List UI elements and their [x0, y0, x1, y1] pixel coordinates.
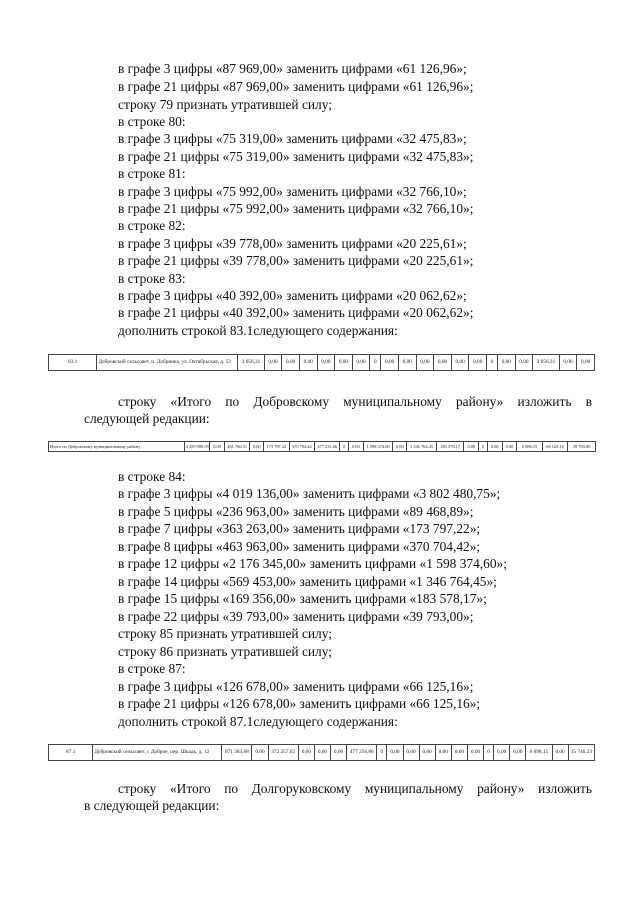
table-cell: 461 766,51	[224, 442, 249, 452]
text-line: в графе 3 цифры «75 992,00» заменить цифрами «32 766,10»;	[118, 184, 467, 199]
text-line: в графе 21 цифры «39 778,00» заменить цифрами «20 225,61»;	[118, 253, 474, 268]
text-line: строку 79 признать утратившей силу;	[118, 97, 332, 112]
text-line: в графе 3 цифры «75 319,00» заменить цифрами «32 475,83»;	[118, 131, 467, 146]
table-cell: 0,00	[435, 745, 451, 761]
text-line: в графе 7 цифры «363 263,00» заменить цифрами «173 797,22»;	[118, 521, 481, 536]
table-cell-address: Добровский сельсовет, п. Добринка, ул. Октябрьская, д. 53	[97, 355, 238, 371]
text-line: в строке 84:	[118, 469, 186, 484]
table-cell: 183 578,17	[436, 442, 464, 452]
text-line: в графе 12 цифры «2 176 345,00» заменить цифрами «1 598 374,60»;	[118, 556, 507, 571]
table-cell: 0,00	[577, 355, 595, 371]
word: муниципальному	[343, 394, 442, 409]
table-cell: 0,00	[552, 745, 568, 761]
text-line: в графе 21 цифры «40 392,00» заменить цифрами «20 062,62»;	[118, 305, 474, 320]
word: «Итого	[170, 394, 212, 409]
table-cell: 0,00	[381, 355, 399, 371]
table-cell: 871 383,68	[222, 745, 252, 761]
table-cell-address: Добровский сельсовет, с Доброе, пер. Шкадь, д. 12	[93, 745, 222, 761]
table-cell: 0,00	[299, 355, 317, 371]
table-cell: 0	[377, 745, 387, 761]
table-cell: 173 797,22	[264, 442, 289, 452]
text-line: в графе 21 цифры «75 992,00» заменить цифрами «32 766,10»;	[118, 201, 474, 216]
text-line: в следующей редакции:	[84, 798, 220, 813]
table-cell: 6 098,15	[526, 745, 552, 761]
table-cell: 0,00	[298, 745, 314, 761]
table-cell: 87.1	[49, 745, 93, 761]
word: строку	[118, 781, 157, 796]
table-cell: 0,00	[348, 442, 363, 452]
table-cell: 0,00	[250, 442, 264, 452]
table-cell: 0,00	[282, 355, 300, 371]
table-cell: 0,00	[210, 442, 225, 452]
table-cell: 0,00	[487, 442, 502, 452]
table-cell: 0	[370, 355, 381, 371]
table-cell: 15 746,23	[568, 745, 594, 761]
paragraph-dobrovsky-total	[84, 393, 592, 427]
word: по	[224, 781, 239, 796]
table-cell: 0,00	[467, 745, 483, 761]
word: району»	[477, 781, 525, 796]
table-cell: 3 056,31	[238, 355, 264, 371]
word: изложить	[517, 394, 572, 409]
text-line: в графе 5 цифры «236 963,00» заменить цифрами «89 468,89»;	[118, 504, 474, 519]
table-cell: 0,00	[352, 355, 370, 371]
table-cell: 0,00	[434, 355, 452, 371]
text-line: в графе 3 цифры «87 969,00» заменить цифрами «61 126,96»;	[118, 61, 467, 76]
table-cell: 0,00	[502, 442, 517, 452]
table-cell: 0,00	[464, 442, 479, 452]
text-line: в графе 8 цифры «463 963,00» заменить цифрами «370 704,42»;	[118, 539, 481, 554]
table-cell: 0	[487, 355, 498, 371]
table-cell: 0,00	[510, 745, 526, 761]
text-line: в графе 22 цифры «39 793,00» заменить цифрами «39 793,00»;	[118, 609, 474, 624]
word: в	[585, 394, 592, 409]
text-line: в графе 21 цифры «126 678,00» заменить цифрами «66 125,16»;	[118, 696, 481, 711]
text-line: дополнить строкой 87.1следующего содержания:	[118, 714, 398, 729]
table-cell: 0,00	[451, 745, 467, 761]
table-cell: 477 256,86	[347, 745, 377, 761]
justified-line	[84, 780, 592, 797]
table-cell: 0,00	[264, 355, 282, 371]
table-cell: 0,00	[252, 745, 268, 761]
table-cell: 0	[340, 442, 348, 452]
table-row-dobrovsky-total	[48, 441, 596, 452]
word: Добровскому	[253, 394, 330, 409]
word: району»	[455, 394, 504, 409]
table-cell: 0	[484, 745, 494, 761]
table-cell-name: Итого по Добровскому муниципальному району	[49, 442, 185, 452]
table-cell: 39 793,00	[568, 442, 596, 452]
word: муниципальному	[364, 781, 464, 796]
text-line: в строке 81:	[118, 166, 186, 181]
text-line: в графе 21 цифры «87 969,00» заменить цифрами «61 126,96»;	[118, 79, 474, 94]
table-row-83-1	[48, 354, 595, 371]
text-line: дополнить строкой 83.1следующего содержания:	[118, 323, 398, 338]
table-cell: 0,00	[559, 355, 577, 371]
text-line: в графе 3 цифры «126 678,00» заменить цифрами «66 125,16»;	[118, 679, 474, 694]
table-cell: 83.1	[49, 355, 97, 371]
text-line: в строке 83:	[118, 271, 186, 286]
table-cell: 1 598 374,60	[363, 442, 393, 452]
text-line: в графе 3 цифры «40 392,00» заменить цифрами «20 062,62»;	[118, 288, 467, 303]
table-cell: 0,00	[387, 745, 403, 761]
table-cell: 0,00	[403, 745, 419, 761]
text-line: в графе 14 цифры «569 453,00» заменить цифрами «1 346 764,45»;	[118, 574, 497, 589]
table-cell: 0,00	[498, 355, 516, 371]
table-cell: 66 125,16	[542, 442, 567, 452]
text-line: в строке 87:	[118, 661, 186, 676]
table-cell: 0,00	[398, 355, 416, 371]
table-cell: 0,00	[419, 745, 435, 761]
text-line: строку 85 признать утратившей силу;	[118, 626, 332, 641]
text-line: в графе 3 цифры «39 778,00» заменить цифрами «20 225,61»;	[118, 236, 467, 251]
word: «Итого	[169, 781, 211, 796]
table-cell: 372 257,62	[268, 745, 298, 761]
text-line: в графе 3 цифры «4 019 136,00» заменить цифрами «3 802 480,75»;	[118, 486, 501, 501]
table-cell: 0,00	[515, 355, 533, 371]
text-line: следующей редакции:	[84, 411, 210, 426]
word: строку	[118, 394, 157, 409]
text-line: строку 86 признать утратившей силу;	[118, 644, 332, 659]
word: по	[225, 394, 240, 409]
table-cell: 1 346 764,45	[407, 442, 437, 452]
table-cell: 0,00	[416, 355, 434, 371]
table-cell: 0,00	[494, 745, 510, 761]
table-cell: 0,00	[451, 355, 469, 371]
table-cell: 0,00	[314, 745, 330, 761]
paragraph-dolgorukovsky-total	[84, 780, 592, 814]
text-line: в графе 21 цифры «75 319,00» заменить цифрами «32 475,83»;	[118, 149, 474, 164]
table-cell: 0,00	[335, 355, 353, 371]
text-line: в строке 80:	[118, 114, 186, 129]
table-cell: 6 086,15	[517, 442, 542, 452]
word: изложить	[538, 781, 592, 796]
table-cell: 4 259 989,59	[184, 442, 209, 452]
text-line: в строке 82:	[118, 218, 186, 233]
table-cell: 0,00	[393, 442, 407, 452]
table-cell: 0	[479, 442, 487, 452]
table-cell: 477 231,66	[315, 442, 340, 452]
word: Долгоруковскому	[251, 781, 352, 796]
justified-line	[84, 393, 592, 410]
table-row-87-1	[48, 744, 595, 761]
table-cell: 0,00	[317, 355, 335, 371]
table-cell: 370 704,42	[289, 442, 314, 452]
table-cell: 3 056,31	[533, 355, 559, 371]
table-cell: 0,00	[331, 745, 347, 761]
table-cell: 0,00	[469, 355, 487, 371]
text-line: в графе 15 цифры «169 356,00» заменить цифрами «183 578,17»;	[118, 591, 487, 606]
